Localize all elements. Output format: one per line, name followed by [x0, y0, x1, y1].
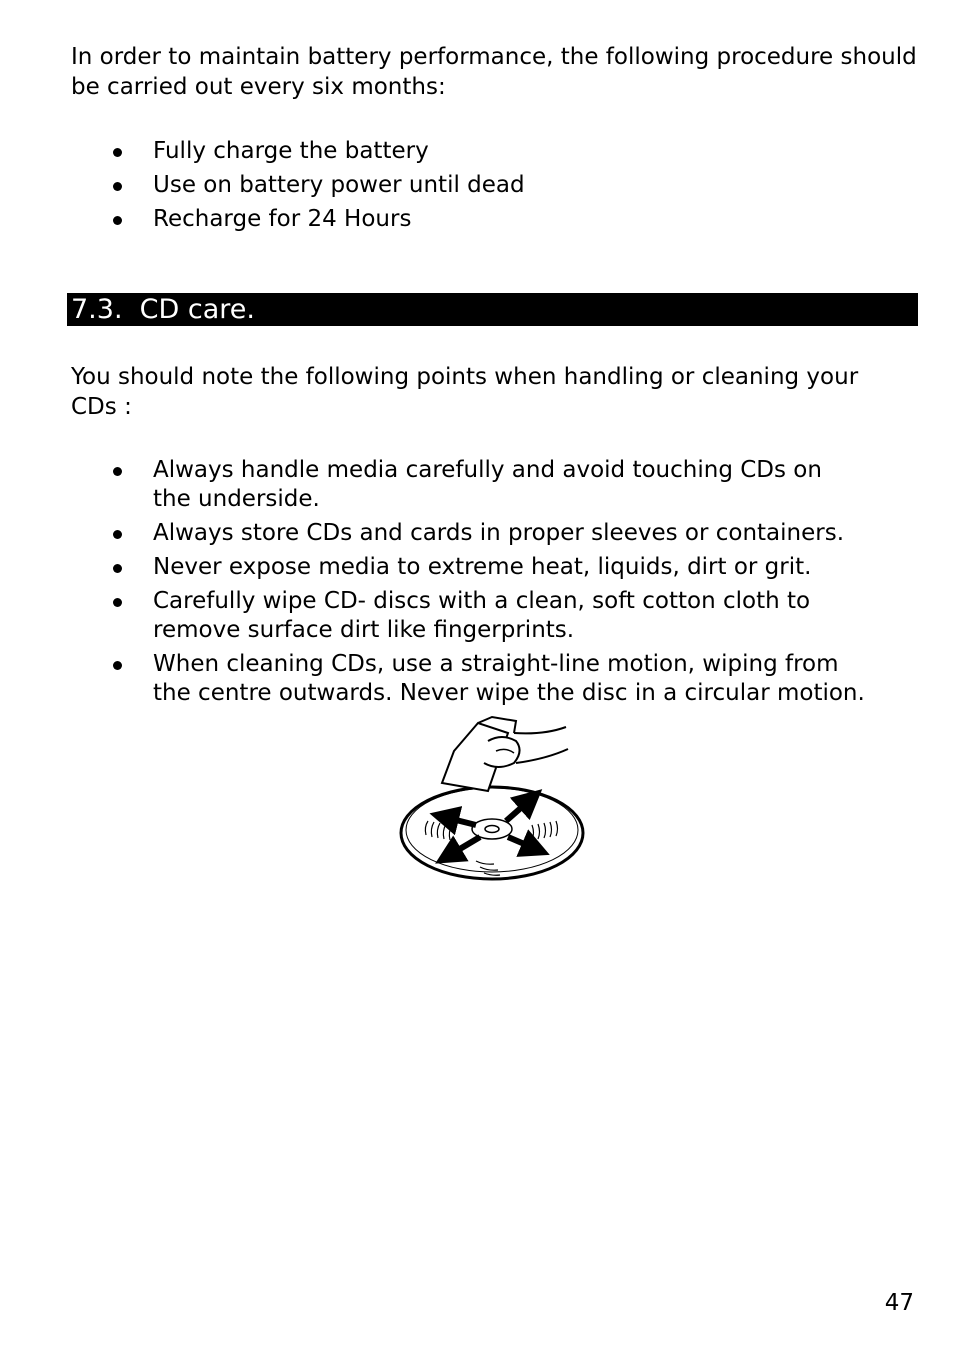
bullet-icon: [113, 148, 122, 157]
bullet-icon: [113, 182, 122, 191]
list-item: Carefully wipe CD- discs with a clean, soft cotton cloth to remove surface dirt like fingerprints.: [0, 587, 954, 645]
list-item: Use on battery power until dead: [0, 171, 954, 200]
page-number: 47: [884, 1290, 914, 1316]
section-heading: [67, 293, 918, 326]
section-heading-text: 7.3. CD care.: [71, 294, 256, 325]
battery-intro-paragraph: In order to maintain battery performance, the following procedure should be carried out every six months:: [71, 44, 917, 100]
list-item: When cleaning CDs, use a straight-line motion, wiping from the centre outwards. Never wipe the disc in a circular motion.: [0, 650, 954, 708]
cd-cleaning-icon: [396, 711, 588, 883]
bullet-icon: [113, 216, 122, 225]
bullet-icon: [113, 530, 122, 539]
battery-steps-list: [0, 137, 954, 234]
list-item: Never expose media to extreme heat, liquids, dirt or grit.: [0, 553, 954, 582]
bullet-icon: [113, 661, 122, 670]
cd-intro-paragraph: You should note the following points when handling or cleaning your CDs :: [71, 364, 859, 420]
cd-care-list: [0, 456, 954, 708]
list-item: Recharge for 24 Hours: [0, 205, 954, 234]
bullet-icon: [113, 467, 122, 476]
bullet-icon: [113, 598, 122, 607]
cd-cleaning-figure: [396, 711, 588, 883]
list-item: Always handle media carefully and avoid touching CDs on the underside.: [0, 456, 954, 514]
bullet-icon: [113, 564, 122, 573]
list-item: Fully charge the battery: [0, 137, 954, 166]
list-item: Always store CDs and cards in proper sleeves or containers.: [0, 519, 954, 548]
